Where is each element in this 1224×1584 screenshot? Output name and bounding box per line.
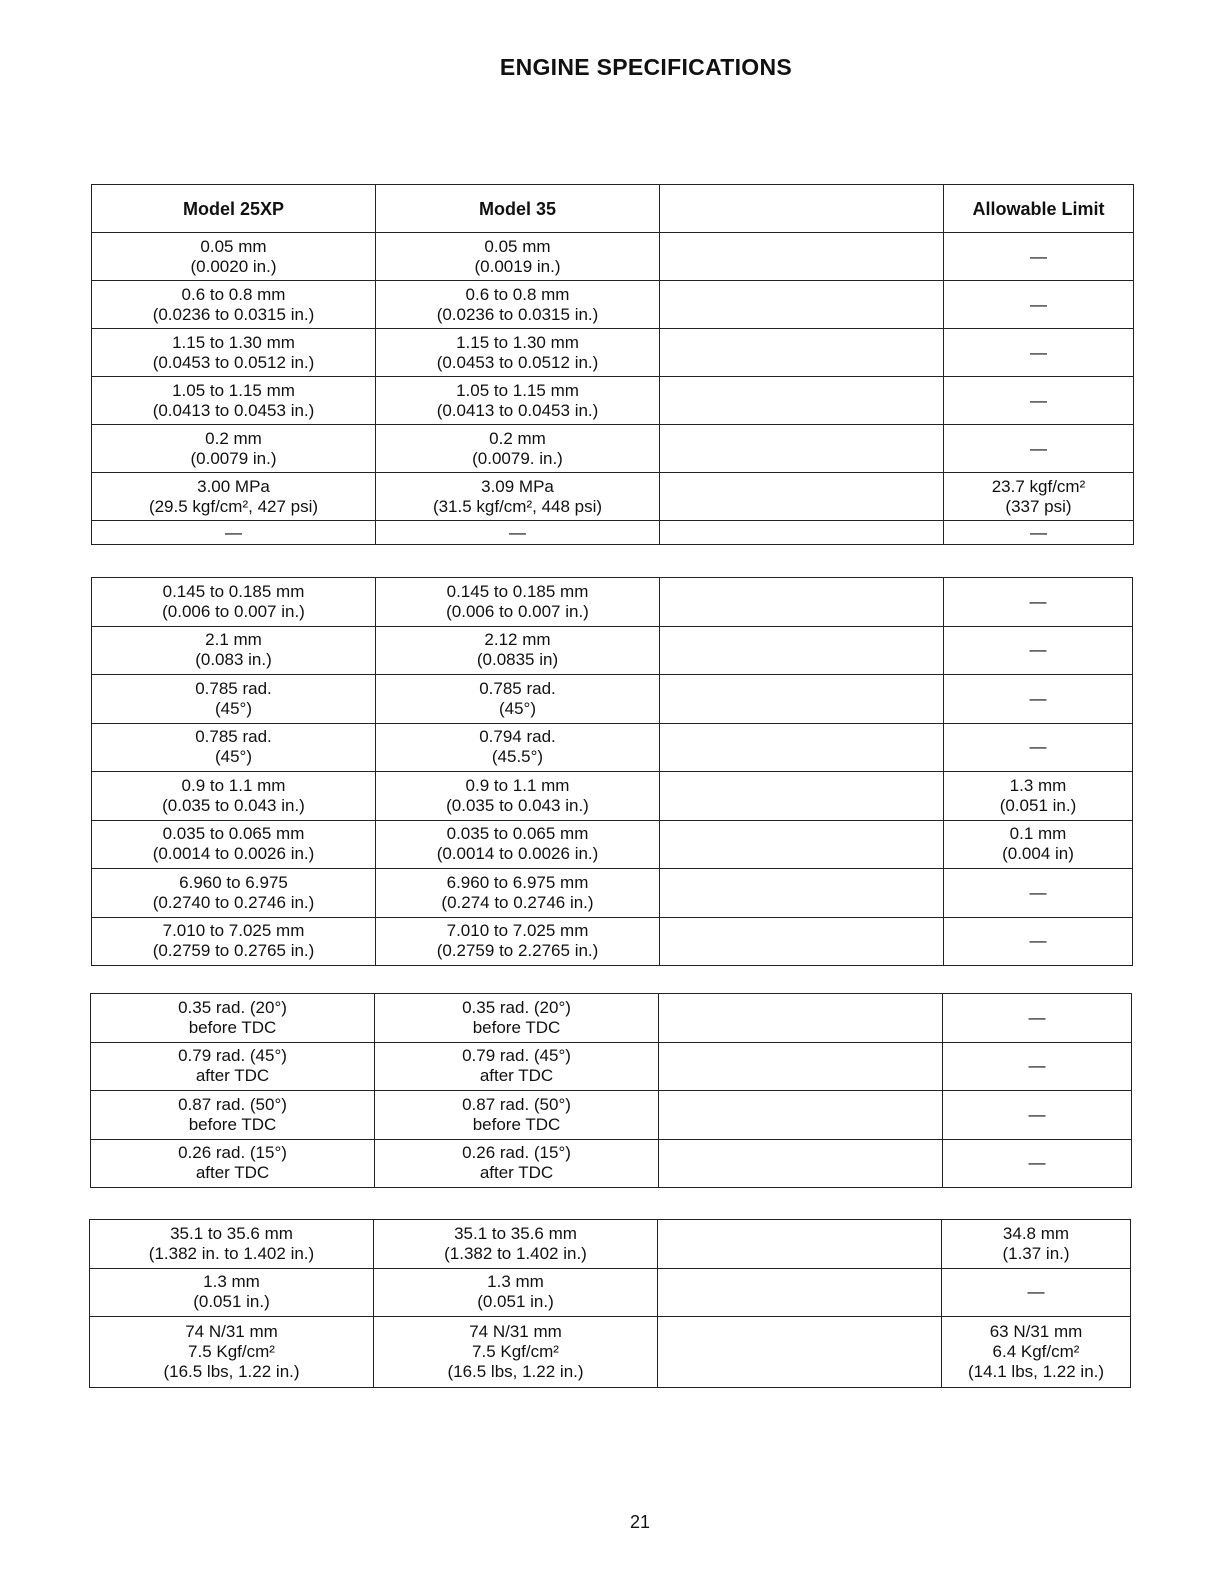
cell-line: 7.010 to 7.025 mm — [446, 921, 589, 941]
header-model-35: Model 35 — [376, 185, 660, 233]
model-25xp-cell — [92, 281, 376, 329]
table-row — [90, 1317, 1131, 1388]
cell-line: (16.5 lbs, 1.22 in.) — [447, 1362, 584, 1381]
cell-line: 0.145 to 0.185 mm — [162, 581, 305, 601]
cell-line: 0.794 rad. — [479, 727, 556, 747]
spec-table-2 — [91, 577, 1133, 966]
table-row — [92, 917, 1133, 966]
description-cell — [660, 425, 944, 473]
cell-line: 7.5 Kgf/cm² — [188, 1342, 275, 1361]
cell-line: 7.010 to 7.025 mm — [162, 921, 305, 941]
cell-line: 0.05 mm — [200, 236, 267, 256]
description-cell — [659, 1091, 943, 1140]
cell-line: — — [1029, 882, 1047, 902]
cell-line: 0.35 rad. (20°) — [462, 997, 571, 1017]
cell-line: 0.145 to 0.185 mm — [446, 581, 589, 601]
cell-line: 0.6 to 0.8 mm — [465, 284, 570, 304]
description-cell — [659, 1139, 943, 1188]
cell-line: 2.12 mm — [484, 630, 551, 650]
model-35-cell — [376, 377, 660, 425]
model-35-cell — [376, 329, 660, 377]
description-cell — [660, 772, 944, 821]
cell-line: (45°) — [214, 698, 253, 718]
cell-line: 6.960 to 6.975 mm — [446, 872, 589, 892]
description-cell — [660, 521, 944, 545]
model-25xp-cell — [92, 820, 376, 869]
table-row — [91, 1091, 1132, 1140]
spec-table-3 — [90, 993, 1132, 1188]
model-35-cell — [376, 917, 660, 966]
cell-line: (0.2740 to 0.2746 in.) — [152, 892, 315, 912]
table-row — [92, 377, 1134, 425]
cell-line: — — [1028, 1104, 1046, 1124]
model-25xp-cell — [92, 723, 376, 772]
cell-line: — — [1028, 1056, 1046, 1076]
cell-line: — — [1029, 737, 1047, 757]
cell-line: (0.0413 to 0.0453 in.) — [152, 400, 315, 420]
cell-line: — — [1030, 390, 1047, 410]
cell-line: (1.382 to 1.402 in.) — [444, 1243, 587, 1263]
cell-line: 0.2 mm — [205, 428, 262, 448]
model-25xp-cell — [92, 869, 376, 918]
page-number: 21 — [629, 1512, 651, 1532]
cell-line: 0.9 to 1.1 mm — [465, 775, 570, 795]
allowable-limit-cell — [944, 281, 1134, 329]
cell-line: — — [1030, 246, 1047, 266]
model-25xp-cell — [91, 1091, 375, 1140]
description-cell — [659, 994, 943, 1043]
header-model-25xp: Model 25XP — [92, 185, 376, 233]
model-35-cell — [376, 675, 660, 724]
description-cell — [658, 1268, 942, 1317]
cell-line: 0.785 rad. — [195, 727, 272, 747]
cell-line: after TDC — [479, 1163, 554, 1183]
allowable-limit-cell — [944, 869, 1133, 918]
cell-line: 7.5 Kgf/cm² — [472, 1342, 559, 1361]
model-25xp-cell — [90, 1317, 374, 1388]
cell-line: (0.006 to 0.007 in.) — [162, 601, 305, 621]
allowable-limit-cell — [944, 233, 1134, 281]
table-header-row — [92, 185, 1134, 233]
cell-line: 0.035 to 0.065 mm — [446, 824, 589, 844]
allowable-limit-cell — [944, 626, 1133, 675]
description-cell — [658, 1220, 942, 1269]
model-25xp-cell — [92, 377, 376, 425]
cell-line: — — [509, 522, 526, 542]
table-row — [91, 1139, 1132, 1188]
cell-line: 1.3 mm — [1009, 775, 1067, 795]
cell-line: (0.0014 to 0.0026 in.) — [152, 844, 315, 864]
description-cell — [660, 917, 944, 966]
description-cell — [660, 377, 944, 425]
cell-line: (0.0236 to 0.0315 in.) — [152, 304, 315, 324]
description-cell — [660, 281, 944, 329]
cell-line: 35.1 to 35.6 mm — [170, 1223, 293, 1243]
cell-line: (14.1 lbs, 1.22 in.) — [967, 1362, 1105, 1381]
model-25xp-cell — [92, 521, 376, 545]
page-title: ENGINE SPECIFICATIONS — [499, 54, 793, 80]
table-row — [91, 1042, 1132, 1091]
cell-line: (0.0014 to 0.0026 in.) — [436, 844, 599, 864]
model-35-cell — [375, 1042, 659, 1091]
cell-line: 3.09 MPa — [481, 476, 554, 496]
cell-line: 0.87 rad. (50°) — [462, 1094, 571, 1114]
spec-table-1 — [91, 184, 1134, 545]
cell-line: 0.79 rad. (45°) — [178, 1046, 287, 1066]
table-row — [92, 723, 1133, 772]
model-25xp-cell — [92, 329, 376, 377]
allowable-limit-cell — [944, 329, 1134, 377]
cell-line: 74 N/31 mm — [185, 1322, 278, 1341]
model-35-cell — [376, 473, 660, 521]
model-25xp-cell — [91, 1139, 375, 1188]
cell-line: — — [1029, 688, 1047, 708]
cell-line: 0.785 rad. — [195, 678, 272, 698]
cell-line: 0.35 rad. (20°) — [178, 997, 287, 1017]
cell-line: (45°) — [498, 698, 537, 718]
table-row — [92, 869, 1133, 918]
cell-line: after TDC — [195, 1066, 270, 1086]
model-25xp-cell — [92, 578, 376, 627]
header-allowable-limit: Allowable Limit — [944, 185, 1134, 233]
cell-line: 1.3 mm — [487, 1272, 544, 1292]
cell-line: (0.0236 to 0.0315 in.) — [436, 304, 599, 324]
cell-line: before TDC — [472, 1017, 561, 1037]
cell-line: (0.051 in.) — [999, 795, 1077, 815]
allowable-limit-cell — [944, 473, 1134, 521]
cell-line: 0.035 to 0.065 mm — [162, 824, 305, 844]
cell-line: (0.0453 to 0.0512 in.) — [436, 352, 599, 372]
description-cell — [660, 869, 944, 918]
model-25xp-cell — [92, 675, 376, 724]
cell-line: 23.7 kgf/cm² — [991, 476, 1086, 496]
cell-line: 0.2 mm — [489, 428, 546, 448]
description-cell — [660, 233, 944, 281]
allowable-limit-cell — [942, 1317, 1131, 1388]
model-25xp-cell — [92, 772, 376, 821]
cell-line: (29.5 kgf/cm², 427 psi) — [148, 496, 319, 516]
model-35-cell — [376, 425, 660, 473]
model-25xp-cell — [91, 1042, 375, 1091]
model-35-cell — [375, 994, 659, 1043]
cell-line: (0.006 to 0.007 in.) — [446, 601, 589, 621]
cell-line: 35.1 to 35.6 mm — [454, 1223, 577, 1243]
description-cell — [660, 473, 944, 521]
table-row — [92, 473, 1134, 521]
model-25xp-cell — [90, 1268, 374, 1317]
description-cell — [660, 626, 944, 675]
cell-line: (0.0413 to 0.0453 in.) — [436, 400, 599, 420]
allowable-limit-cell — [943, 994, 1132, 1043]
cell-line: — — [1030, 342, 1047, 362]
cell-line: before TDC — [188, 1017, 277, 1037]
cell-line: 0.9 to 1.1 mm — [181, 775, 286, 795]
description-cell — [658, 1317, 942, 1388]
allowable-limit-cell — [944, 578, 1133, 627]
model-25xp-cell — [92, 425, 376, 473]
model-35-cell — [376, 723, 660, 772]
cell-line: (0.0079. in.) — [472, 448, 563, 468]
allowable-limit-cell — [943, 1042, 1132, 1091]
model-35-cell — [374, 1317, 658, 1388]
model-35-cell — [376, 869, 660, 918]
cell-line: — — [1029, 931, 1047, 951]
cell-line: (0.274 to 0.2746 in.) — [441, 892, 594, 912]
cell-line: (0.0079 in.) — [190, 448, 277, 468]
allowable-limit-cell — [944, 723, 1133, 772]
model-25xp-cell — [90, 1220, 374, 1269]
cell-line: (0.0019 in.) — [474, 256, 561, 276]
cell-line: (1.382 in. to 1.402 in.) — [148, 1243, 315, 1263]
cell-line: (0.0020 in.) — [190, 256, 277, 276]
cell-line: 0.785 rad. — [479, 678, 556, 698]
cell-line: after TDC — [479, 1066, 554, 1086]
cell-line: 63 N/31 mm — [989, 1322, 1083, 1341]
cell-line: 0.6 to 0.8 mm — [181, 284, 286, 304]
cell-line: 0.26 rad. (15°) — [462, 1143, 571, 1163]
cell-line: (31.5 kgf/cm², 448 psi) — [432, 496, 603, 516]
cell-line: (45.5°) — [491, 747, 544, 767]
cell-line: 1.05 to 1.15 mm — [456, 380, 579, 400]
allowable-limit-cell — [944, 772, 1133, 821]
model-35-cell — [376, 521, 660, 545]
cell-line: before TDC — [188, 1114, 277, 1134]
model-25xp-cell — [91, 994, 375, 1043]
allowable-limit-cell — [944, 377, 1134, 425]
model-35-cell — [376, 772, 660, 821]
cell-line: — — [1028, 1007, 1046, 1027]
allowable-limit-cell — [942, 1220, 1131, 1269]
cell-line: 6.4 Kgf/cm² — [992, 1342, 1080, 1361]
table-row — [92, 329, 1134, 377]
table-row — [92, 772, 1133, 821]
cell-line: (0.0835 in) — [476, 650, 559, 670]
cell-line: 0.05 mm — [484, 236, 551, 256]
cell-line: (1.37 in.) — [1002, 1243, 1070, 1263]
cell-line: — — [1030, 294, 1047, 314]
cell-line: 0.87 rad. (50°) — [178, 1094, 287, 1114]
table-row — [92, 281, 1134, 329]
table-row — [92, 626, 1133, 675]
table-row — [92, 425, 1134, 473]
model-25xp-cell — [92, 233, 376, 281]
cell-line: (45°) — [214, 747, 253, 767]
description-cell — [660, 820, 944, 869]
allowable-limit-cell — [942, 1268, 1131, 1317]
table-row — [92, 578, 1133, 627]
cell-line: (0.051 in.) — [193, 1292, 270, 1312]
model-35-cell — [376, 820, 660, 869]
model-35-cell — [374, 1268, 658, 1317]
description-cell — [660, 675, 944, 724]
cell-line: (337 psi) — [1005, 496, 1072, 516]
allowable-limit-cell — [944, 917, 1133, 966]
cell-line: 2.1 mm — [205, 630, 262, 650]
cell-line: — — [1028, 1153, 1046, 1173]
model-35-cell — [375, 1139, 659, 1188]
description-cell — [659, 1042, 943, 1091]
cell-line: — — [1029, 591, 1047, 611]
cell-line: (0.035 to 0.043 in.) — [162, 795, 305, 815]
table-row — [90, 1220, 1131, 1269]
description-cell — [660, 578, 944, 627]
model-25xp-cell — [92, 917, 376, 966]
cell-line: — — [1030, 522, 1047, 542]
cell-line: after TDC — [195, 1163, 270, 1183]
allowable-limit-cell — [943, 1091, 1132, 1140]
model-35-cell — [376, 626, 660, 675]
cell-line: 0.79 rad. (45°) — [462, 1046, 571, 1066]
cell-line: — — [225, 522, 242, 542]
table-row — [92, 820, 1133, 869]
cell-line: 3.00 MPa — [197, 476, 270, 496]
cell-line: (0.035 to 0.043 in.) — [446, 795, 589, 815]
model-25xp-cell — [92, 626, 376, 675]
table-row — [92, 521, 1134, 545]
cell-line: before TDC — [472, 1114, 561, 1134]
allowable-limit-cell — [944, 521, 1134, 545]
table-row — [91, 994, 1132, 1043]
cell-line: 74 N/31 mm — [469, 1322, 562, 1341]
model-35-cell — [374, 1220, 658, 1269]
allowable-limit-cell — [943, 1139, 1132, 1188]
header-description — [660, 185, 944, 233]
model-35-cell — [376, 578, 660, 627]
table-row — [90, 1268, 1131, 1317]
cell-line: (0.2759 to 0.2765 in.) — [152, 941, 315, 961]
cell-line: — — [1030, 438, 1047, 458]
cell-line: 1.15 to 1.30 mm — [456, 332, 579, 352]
cell-line: 0.1 mm — [1009, 824, 1067, 844]
cell-line: 6.960 to 6.975 — [179, 872, 288, 892]
model-35-cell — [376, 281, 660, 329]
cell-line: — — [1027, 1282, 1045, 1302]
allowable-limit-cell — [944, 425, 1134, 473]
description-cell — [660, 329, 944, 377]
description-cell — [660, 723, 944, 772]
table-row — [92, 675, 1133, 724]
cell-line: (0.083 in.) — [195, 650, 272, 670]
cell-line: (0.0453 to 0.0512 in.) — [152, 352, 315, 372]
cell-line: (0.051 in.) — [477, 1292, 554, 1312]
model-35-cell — [376, 233, 660, 281]
cell-line: (0.2759 to 2.2765 in.) — [436, 941, 599, 961]
allowable-limit-cell — [944, 820, 1133, 869]
model-35-cell — [375, 1091, 659, 1140]
cell-line: 1.15 to 1.30 mm — [172, 332, 295, 352]
cell-line: (0.004 in) — [1002, 844, 1074, 864]
cell-line: 0.26 rad. (15°) — [178, 1143, 287, 1163]
table-row — [92, 233, 1134, 281]
cell-line: — — [1029, 640, 1047, 660]
cell-line: 1.3 mm — [203, 1272, 260, 1292]
cell-line: 34.8 mm — [1002, 1223, 1070, 1243]
cell-line: 1.05 to 1.15 mm — [172, 380, 295, 400]
cell-line: (16.5 lbs, 1.22 in.) — [163, 1362, 300, 1381]
allowable-limit-cell — [944, 675, 1133, 724]
spec-table-4 — [89, 1219, 1131, 1388]
model-25xp-cell — [92, 473, 376, 521]
